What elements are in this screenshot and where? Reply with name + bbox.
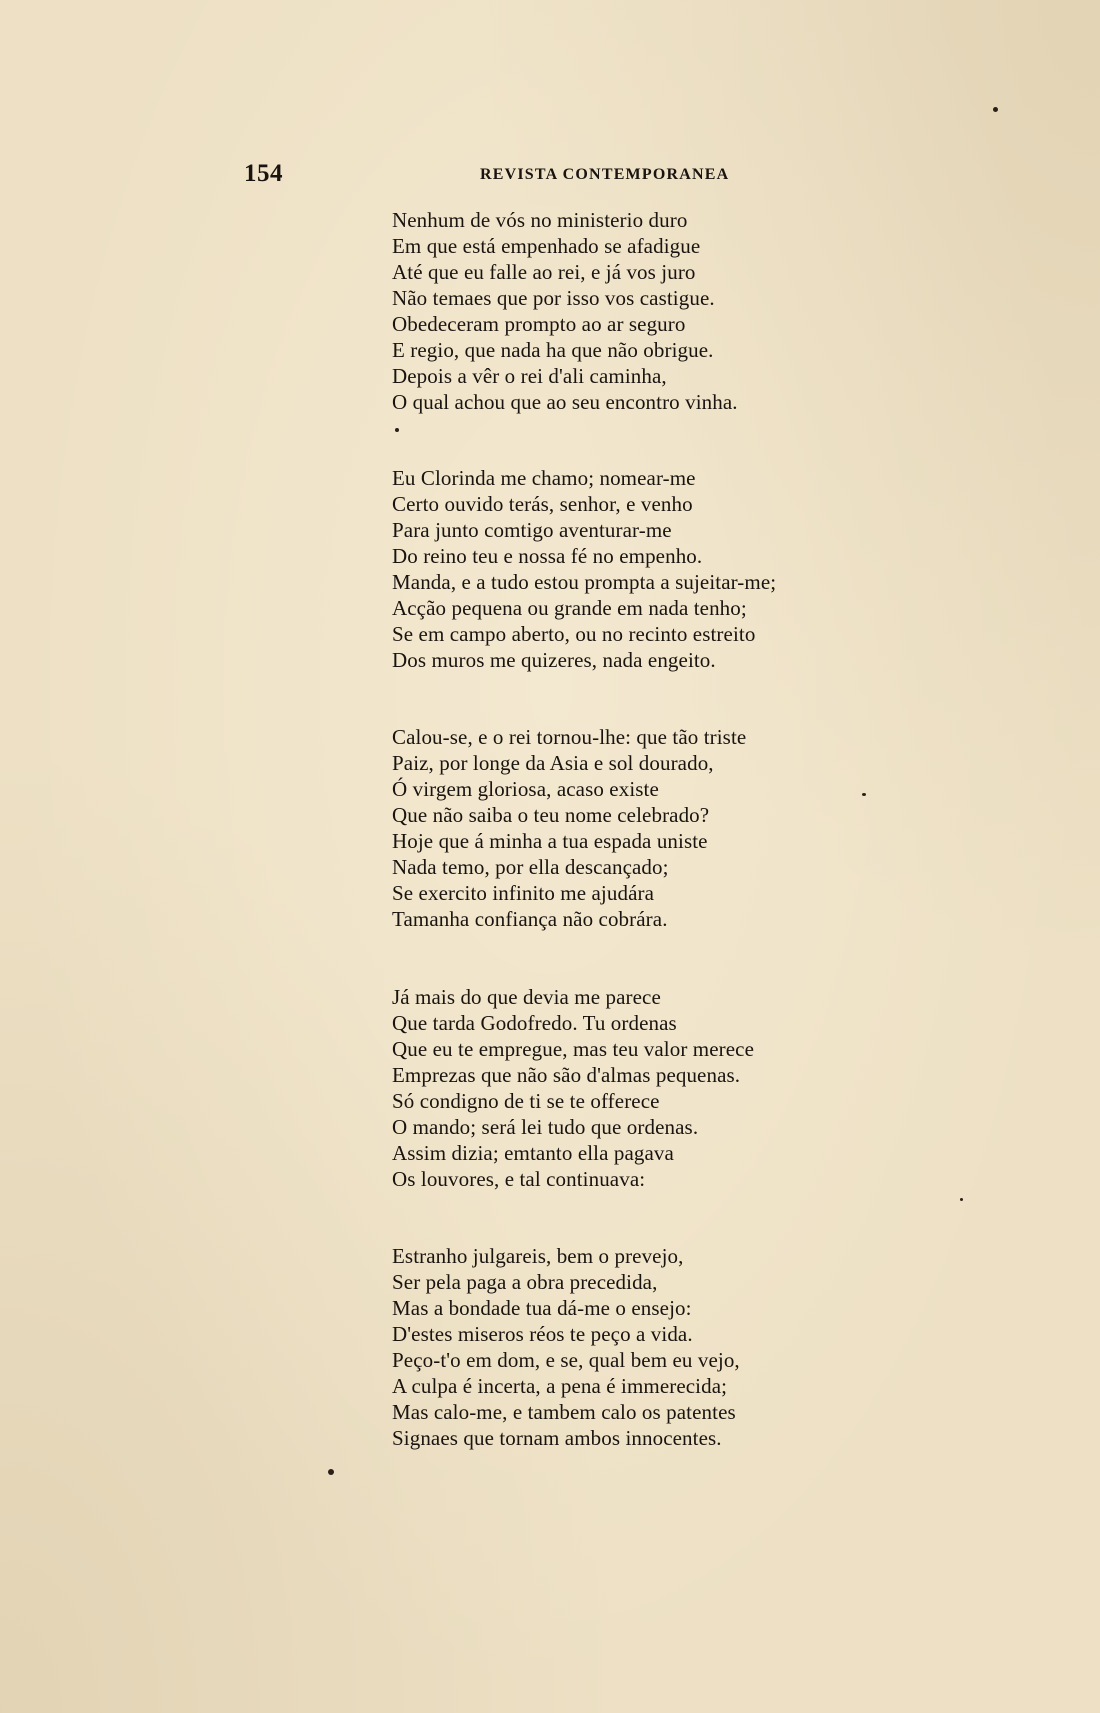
- page-number: 154: [244, 160, 283, 187]
- verse-line: Eu Clorinda me chamo; nomear-me: [392, 466, 696, 490]
- verse-line: Do reino teu e nossa fé no empenho.: [392, 544, 703, 568]
- verse-line: Que eu te empregue, mas teu valor merece: [392, 1037, 754, 1061]
- verse-line: Que não saiba o teu nome celebrado?: [392, 803, 710, 827]
- verse-line: Acção pequena ou grande em nada tenho;: [392, 596, 747, 620]
- verse-line: Certo ouvido terás, senhor, e venho: [392, 492, 693, 516]
- verse-line: Se exercito infinito me ajudára: [392, 881, 655, 905]
- verse-line: Os louvores, e tal continuava:: [392, 1167, 646, 1191]
- stanza-5: [392, 1243, 852, 1451]
- verse-line: Só condigno de ti se te offerece: [392, 1089, 660, 1113]
- verse-line: Signaes que tornam ambos innocentes.: [392, 1426, 722, 1450]
- verse-line: Obedeceram prompto ao ar seguro: [392, 312, 686, 336]
- verse-line: Se em campo aberto, ou no recinto estreito: [392, 622, 756, 646]
- verse-line: Já mais do que devia me parece: [392, 985, 661, 1009]
- verse-line: Até que eu falle ao rei, e já vos juro: [392, 260, 696, 284]
- paper-speck: [395, 428, 399, 432]
- verse-line: A culpa é incerta, a pena é immerecida;: [392, 1374, 728, 1398]
- verse-line: Nada temo, por ella descançado;: [392, 855, 669, 879]
- verse-line: Tamanha confiança não cobrára.: [392, 907, 668, 931]
- verse-line: Ser pela paga a obra precedida,: [392, 1270, 658, 1294]
- verse-line: Para junto comtigo aventurar-me: [392, 518, 672, 542]
- verse-line: O qual achou que ao seu encontro vinha.: [392, 390, 738, 414]
- paper-speck: [862, 793, 866, 796]
- verse-line: Calou-se, e o rei tornou-lhe: que tão triste: [392, 725, 747, 749]
- stanza-2: [392, 465, 852, 673]
- stanza-1: [392, 207, 852, 415]
- verse-line: Paiz, por longe da Asia e sol dourado,: [392, 751, 714, 775]
- verse-line: Em que está empenhado se afadigue: [392, 234, 701, 258]
- verse-line: Não temaes que por isso vos castigue.: [392, 286, 715, 310]
- verse-line: O mando; será lei tudo que ordenas.: [392, 1115, 699, 1139]
- paper-speck: [993, 107, 998, 112]
- verse-line: Manda, e a tudo estou prompta a sujeitar-me;: [392, 570, 777, 594]
- verse-line: Emprezas que não são d'almas pequenas.: [392, 1063, 741, 1087]
- stanza-4: [392, 984, 852, 1192]
- verse-line: Mas a bondade tua dá-me o ensejo:: [392, 1296, 692, 1320]
- verse-line: E regio, que nada ha que não obrigue.: [392, 338, 714, 362]
- verse-line: Hoje que á minha a tua espada uniste: [392, 829, 708, 853]
- verse-line: Dos muros me quizeres, nada engeito.: [392, 648, 716, 672]
- paper-speck: [960, 1198, 963, 1201]
- stanza-3: [392, 724, 852, 932]
- verse-line: Ó virgem gloriosa, acaso existe: [392, 777, 659, 801]
- verse-line: Mas calo-me, e tambem calo os patentes: [392, 1400, 736, 1424]
- running-title: REVISTA CONTEMPORANEA: [480, 166, 730, 183]
- verse-line: Que tarda Godofredo. Tu ordenas: [392, 1011, 677, 1035]
- verse-line: Depois a vêr o rei d'ali caminha,: [392, 364, 667, 388]
- verse-line: Assim dizia; emtanto ella pagava: [392, 1141, 674, 1165]
- verse-line: Peço-t'o em dom, e se, qual bem eu vejo,: [392, 1348, 740, 1372]
- page-header: [244, 160, 744, 188]
- verse-line: Estranho julgareis, bem o prevejo,: [392, 1244, 684, 1268]
- verse-line: Nenhum de vós no ministerio duro: [392, 208, 688, 232]
- verse-line: D'estes miseros réos te peço a vida.: [392, 1322, 693, 1346]
- paper-speck: [328, 1469, 334, 1475]
